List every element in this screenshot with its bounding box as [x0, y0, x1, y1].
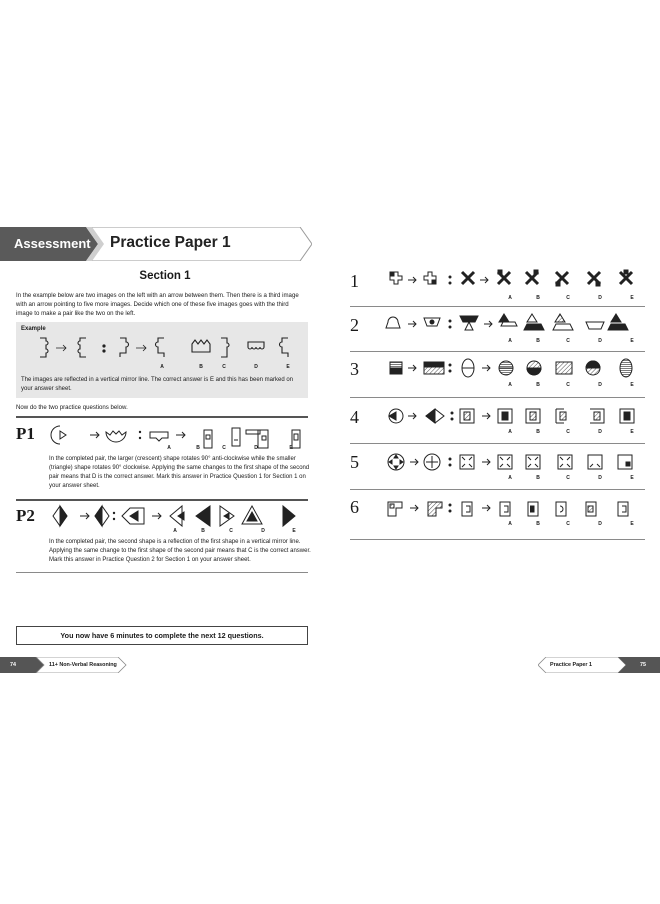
example-label: Example — [21, 326, 46, 332]
intro-text: In the example below are two images on the left with an arrow between them. Then there is a third image with an arrow pointing to five more images. Decide which one of these five images goes with the third image to make a pair like the two on the left. — [16, 292, 299, 318]
example-box — [16, 322, 308, 398]
option-letter: E — [630, 475, 634, 481]
q3-figures — [390, 359, 632, 377]
p1-arrow-2 — [176, 432, 185, 438]
q5-figures — [388, 454, 632, 470]
p1-letter: E — [289, 445, 293, 451]
option-letter: B — [536, 429, 540, 435]
p1-colon-bottom — [139, 437, 141, 439]
example-option-a — [156, 338, 165, 357]
example-colon-top — [103, 345, 105, 347]
p1-option-b — [232, 428, 240, 446]
p1-letter: B — [196, 445, 200, 451]
practice-explanation: In the completed pair, the second shape is a reflection of the first shape in a vertical mirror line. Applying the same change to the first shape of the second pair means that C is the correct answer. Mark this answer in Practice Question 2 for Section 1 on your answer sheet. — [49, 539, 311, 564]
practice-explanation: In the completed pair, the larger (crescent) shape rotates 90° anti-clockwise while the smaller (triangle) shape rotates 90° clockwise. Applying the same changes to the first shape of the second pair means that D is the correct answer. Mark this answer in Practice Question 1 for Section 1 on your answer sheet. — [49, 456, 310, 490]
p2-letter: A — [173, 528, 177, 534]
option-letter: D — [598, 338, 602, 344]
option-letter: A — [508, 295, 512, 301]
q6-figures — [388, 502, 628, 516]
option-letter: D — [598, 475, 602, 481]
option-letter: E — [630, 295, 634, 301]
p1-option-a — [204, 430, 212, 448]
option-letter: D — [598, 382, 602, 388]
example-shape-3 — [120, 338, 129, 357]
example-shape-2 — [78, 338, 86, 357]
p1-crescent — [51, 426, 60, 444]
right-footer — [538, 657, 660, 678]
option-letter: C — [566, 521, 570, 527]
option-letter: E — [630, 382, 634, 388]
option-letter: D — [598, 295, 602, 301]
example-shape-1 — [40, 338, 48, 357]
question-number: 5 — [350, 452, 359, 472]
left-page-header — [0, 227, 312, 261]
option-letter: B — [536, 295, 540, 301]
example-letter: A — [160, 364, 164, 370]
p2-arrow-1 — [80, 513, 89, 519]
left-footer — [0, 657, 130, 678]
right-page-figures — [380, 266, 646, 536]
book-title: 11+ Non-Verbal Reasoning — [49, 662, 117, 668]
example-option-d — [248, 342, 264, 349]
p1-letter: D — [254, 445, 258, 451]
question-number: 3 — [350, 359, 359, 379]
question-number: 4 — [350, 407, 359, 427]
option-letter: B — [536, 521, 540, 527]
question-number: 2 — [350, 315, 359, 335]
paper-title: Practice Paper 1 — [110, 234, 231, 251]
p2-letter: B — [201, 528, 205, 534]
p1-letter: A — [167, 445, 171, 451]
option-letter: A — [508, 382, 512, 388]
option-letter: A — [508, 338, 512, 344]
option-letter: B — [536, 338, 540, 344]
option-letter: A — [508, 429, 512, 435]
p1-shape-2 — [106, 431, 126, 442]
p1-colon-top — [139, 431, 141, 433]
example-letter: C — [222, 364, 226, 370]
option-letter: C — [566, 429, 570, 435]
section-tab-label: Assessment — [14, 236, 91, 251]
now-do-text: Now do the two practice questions below. — [16, 404, 128, 411]
divider-line — [350, 539, 645, 540]
right-paper-title: Practice Paper 1 — [550, 662, 592, 668]
p2-option-b — [196, 506, 210, 526]
example-arrow-2 — [136, 345, 146, 351]
q1-figures — [390, 270, 632, 286]
example-arrow-1 — [56, 345, 66, 351]
option-letter: E — [630, 338, 634, 344]
example-option-c — [221, 338, 229, 357]
q4-figures — [389, 409, 634, 423]
practice-2-figures — [40, 500, 310, 540]
option-letter: C — [566, 382, 570, 388]
option-letter: B — [536, 382, 540, 388]
example-option-e — [280, 338, 289, 357]
option-letter: C — [566, 295, 570, 301]
example-letter: E — [286, 364, 290, 370]
example-letter: B — [199, 364, 203, 370]
p2-letter: E — [292, 528, 296, 534]
example-note: The images are reflected in a vertical mirror line. The correct answer is E and this has been marked on your answer sheet. — [21, 377, 294, 392]
option-letter: B — [536, 475, 540, 481]
example-colon-bottom — [103, 350, 105, 352]
time-banner: You now have 6 minutes to complete the next 12 questions. — [16, 626, 308, 645]
left-page-number: 74 — [10, 662, 16, 668]
option-letter: E — [630, 521, 634, 527]
p1-shape-3 — [150, 432, 168, 441]
practice-number: P2 — [16, 506, 35, 525]
p1-letter: C — [222, 445, 226, 451]
p1-triangle — [60, 431, 66, 439]
option-letter: C — [566, 475, 570, 481]
option-letter: D — [598, 429, 602, 435]
right-page-number: 75 — [640, 662, 646, 668]
p2-arrow-2 — [152, 513, 161, 519]
example-letter: D — [254, 364, 258, 370]
section-title: Section 1 — [139, 270, 191, 282]
p2-colon-bottom — [113, 518, 115, 520]
divider-line — [16, 572, 308, 573]
option-letter: E — [630, 429, 634, 435]
practice-1-figures — [40, 418, 310, 458]
question-number: 1 — [350, 271, 359, 291]
p2-letter: D — [261, 528, 265, 534]
p2-letter: C — [229, 528, 233, 534]
option-letter: C — [566, 338, 570, 344]
practice-number: P1 — [16, 424, 35, 443]
option-letter: A — [508, 521, 512, 527]
p2-colon-top — [113, 512, 115, 514]
p1-arrow-1 — [90, 432, 99, 438]
example-option-b — [192, 340, 210, 352]
option-letter: D — [598, 521, 602, 527]
question-number: 6 — [350, 497, 359, 517]
q2-figures — [386, 314, 628, 330]
option-letter: A — [508, 475, 512, 481]
p2-option-e — [283, 506, 295, 526]
